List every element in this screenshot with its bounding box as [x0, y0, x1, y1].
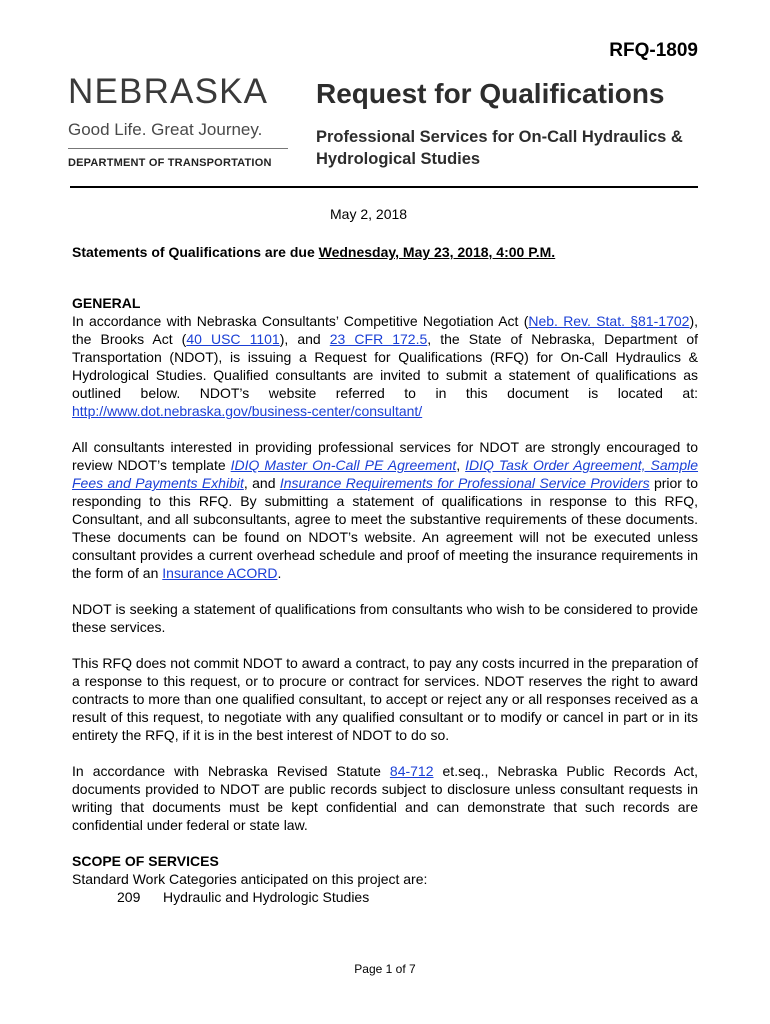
- link-statute-84-712[interactable]: 84-712: [389, 763, 434, 779]
- due-notice-prefix: Statements of Qualifications are due: [72, 244, 319, 260]
- page-subtitle: Professional Services for On-Call Hydraulics & Hydrological Studies: [316, 128, 683, 168]
- scope-item-label: Hydraulic and Hydrologic Studies: [163, 889, 370, 905]
- link-insurance-acord[interactable]: Insurance ACORD: [162, 565, 278, 581]
- scope-item-code: 209: [117, 889, 141, 905]
- link-23-cfr-172-5[interactable]: 23 CFR 172.5: [329, 331, 428, 347]
- text-run: , the State of Nebraska, Department of Transportation (NDOT), is issuing a Request for Qualifications (RFQ) for On-Call Hydraulics & Hydrological Studies. Qualified consultants are invited to submit a statement of qualifications as outlined below. NDOT’s website referred to in this document is located at:: [72, 331, 699, 401]
- text-run: .: [277, 565, 282, 581]
- rfq-number: RFQ-1809: [609, 40, 698, 61]
- text-run: ), and: [279, 331, 330, 347]
- page-number: Page 1 of 7: [354, 962, 416, 976]
- page-title: Request for Qualifications: [316, 78, 665, 109]
- section-heading-scope: SCOPE OF SERVICES: [72, 853, 219, 869]
- general-paragraph-5: [72, 762, 698, 834]
- text-run: prior to responding to this RFQ. By submitting a statement of qualifications in response to this RFQ, Consultant, and all subconsultants, agree to meet the substantive requirements of these documents. These documents can be found on NDOT’s website. An agreement will not be executed unless consultant provides a current overhead schedule and proof of meeting the insurance requirements in the form of an: [72, 475, 699, 581]
- link-insurance-requirements[interactable]: Insurance Requirements for Professional Service Providers: [279, 475, 650, 491]
- link-idiq-task-order[interactable]: IDIQ Task Order Agreement, Sample Fees and Payments Exhibit: [72, 457, 699, 491]
- link-40-usc-1101[interactable]: 40 USC 1101: [186, 331, 280, 347]
- document-body: [72, 294, 698, 924]
- link-ndot-consultant-site[interactable]: http://www.dot.nebraska.gov/business-center/consultant/: [72, 403, 423, 419]
- text-run: et.seq., Nebraska Public Records Act, documents provided to NDOT are public records subject to disclosure unless consultant requests in writing that documents must be kept confidential and can demonstrate that such records are confidential under federal or state law.: [72, 763, 699, 833]
- due-deadline: Wednesday, May 23, 2018, 4:00 P.M.: [318, 244, 556, 260]
- header-divider: [70, 186, 698, 188]
- link-neb-rev-stat[interactable]: Neb. Rev. Stat. §81-1702: [528, 313, 690, 329]
- section-heading-general: GENERAL: [72, 295, 141, 311]
- logo-wordmark: NEBRASKA: [68, 72, 269, 111]
- text-run: All consultants interested in providing professional services for NDOT are strongly encouraged to review NDOT’s template: [72, 439, 698, 473]
- general-paragraph-1: [72, 312, 698, 420]
- ndot-logo: [68, 72, 293, 169]
- logo-tagline: Good Life. Great Journey.: [68, 120, 263, 139]
- text-run: In accordance with Nebraska Consultants’ Competitive Negotiation Act (: [72, 313, 529, 329]
- text-run: In accordance with Nebraska Revised Statute: [72, 763, 390, 779]
- general-paragraph-2: [72, 438, 698, 582]
- scope-item: [72, 888, 698, 906]
- text-run: ), the Brooks Act (: [72, 313, 698, 347]
- issue-date: May 2, 2018: [330, 206, 408, 222]
- logo-department: DEPARTMENT OF TRANSPORTATION: [68, 157, 272, 169]
- text-run: ,: [456, 457, 466, 473]
- text-run: , and: [243, 475, 280, 491]
- general-paragraph-4: This RFQ does not commit NDOT to award a contract, to pay any costs incurred in the preparation of a response to this request, or to procure or contract for services. NDOT reserves the right to award contracts to more than one qualified consultant, to accept or reject any or all responses received as a result of this request, to negotiate with any qualified consultant or to modify or cancel in part or in its entirety the RFQ, if it is in the best interest of NDOT to do so.: [72, 655, 698, 743]
- link-idiq-master-agreement[interactable]: IDIQ Master On-Call PE Agreement: [230, 457, 457, 473]
- general-paragraph-3: NDOT is seeking a statement of qualifications from consultants who wish to be considered to provide these services.: [72, 601, 698, 635]
- logo-divider: [68, 148, 288, 149]
- scope-intro: Standard Work Categories anticipated on this project are:: [72, 871, 428, 887]
- due-notice: [72, 244, 555, 260]
